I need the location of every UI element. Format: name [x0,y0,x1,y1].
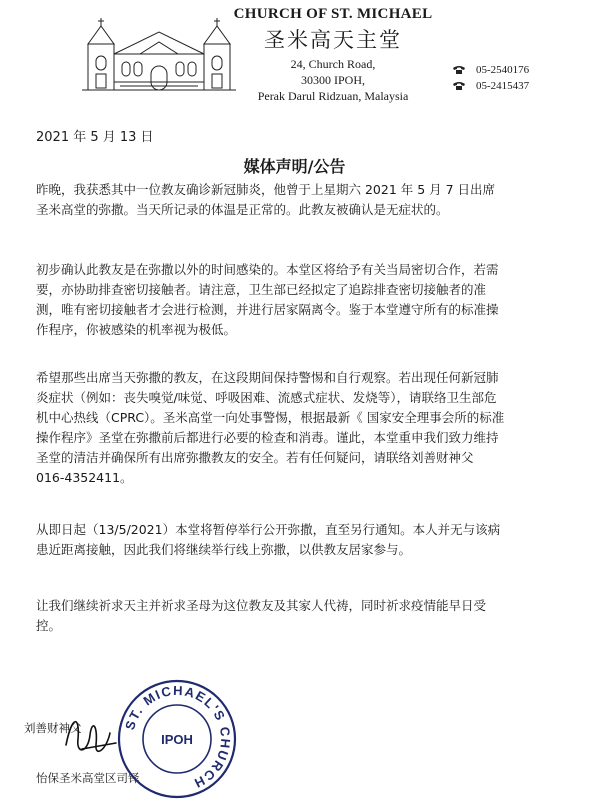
phone-primary [452,64,529,76]
telephone-icon [452,81,466,91]
church-name-chinese: 圣米高天主堂 [264,28,402,52]
letterhead [0,0,589,110]
signatory-name: 刘善财神父 [24,721,82,735]
signatory-role: 怡保圣米高堂区司铎 [36,771,140,785]
document-heading: 媒体声明/公告 [243,157,346,176]
stamp-ring-text: ST. MICHAEL'S CHURCH [122,682,234,792]
address-line-2: 30300 IPOH, [300,73,365,87]
telephone-icon [452,65,466,75]
address-line-1: 24, Church Road, [290,57,376,71]
paragraph-5: 让我们继续祈求天主并祈求圣母为这位教友及其家人代祷，同时祈求疫情能早日受 控。 [36,598,487,633]
phone-number-secondary: 05-2415437 [476,80,530,92]
paragraph-1: 昨晚，我获悉其中一位教友确诊新冠肺炎，他曾于上星期六 2021 年 5 月 7 日出席 圣米高堂的弥撒。当天所记录的体温是正常的。此教友被确认是无症状的。 [36,182,496,217]
church-building-icon [80,12,238,94]
paragraph-4: 从即日起（13/5/2021）本堂将暂停举行公开弥撒，直至另行通知。本人并无与该病 患近距离接触，因此我们将继续举行线上弥撒，以供教友居家参与。 [36,522,501,557]
church-seal-stamp [116,678,238,800]
paragraph-2: 初步确认此教友是在弥撒以外的时间感染的。本堂区将给予有关当局密切合作，若需 要，亦协助排查密切接触者。请注意，卫生部已经拟定了追踪排查密切接触者的准 测，唯有密切接触者才会进行检测，并进行居家隔离令。鉴于本堂遵守所有的标准操 作程序，你被感染的机率视为极低。 [36,262,499,337]
stamp-center-text: IPOH [161,732,193,747]
paragraph-3: 希望那些出席当天弥撒的教友，在这段期间保持警惕和自行观察。若出现任何新冠肺 炎症状（例如：丧失嗅觉/味觉、呼吸困难、流感式症状、发烧等），请联络卫生部危 机中心热线（CPRC）。圣米高堂一向处事警惕，根据最新《 国家安全理事会所的标准 操作程序》圣堂在弥撒前后都进行必要的检查和消毒。谨此，本堂重申我们致力维持 圣堂的清洁并确保所有出席弥撒教友的安全。若有任何疑问，请联络刘善财神父 016-4352411。 [36,370,505,485]
church-name: CHURCH OF ST. MICHAEL [233,6,433,22]
phone-secondary [452,80,529,92]
address-line-3: Perak Darul Ridzuan, Malaysia [257,89,409,103]
phone-number-primary: 05-2540176 [476,64,530,76]
document-date: 2021 年 5 月 13 日 [36,130,154,145]
